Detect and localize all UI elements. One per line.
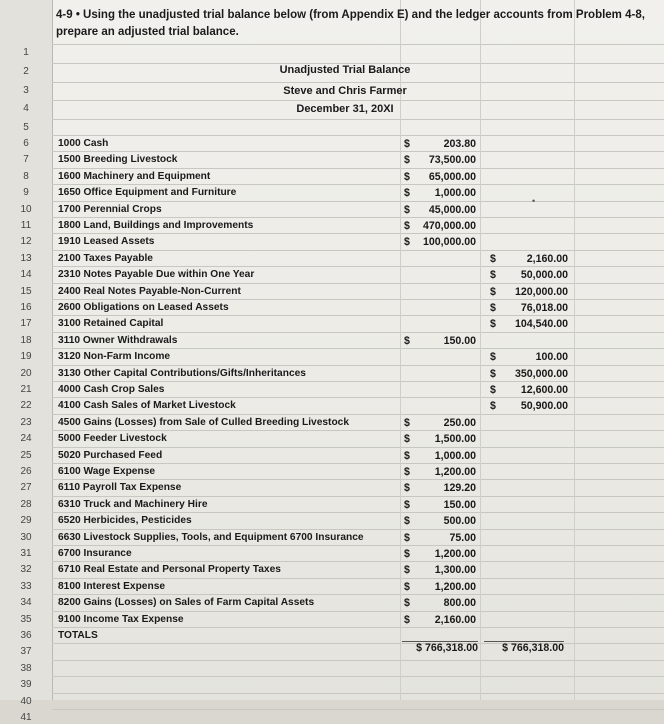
row-divider bbox=[52, 545, 664, 546]
row-divider bbox=[52, 561, 664, 562]
credit-currency-sign: $ bbox=[490, 269, 496, 282]
debit-currency-sign: $ bbox=[404, 498, 410, 511]
account-name: 2100 Taxes Payable bbox=[58, 252, 153, 264]
column-divider bbox=[574, 0, 575, 700]
row-divider bbox=[52, 611, 664, 612]
account-name: 3110 Owner Withdrawals bbox=[58, 334, 178, 346]
row-divider bbox=[52, 299, 664, 300]
row-divider bbox=[52, 660, 664, 661]
credit-currency-sign: $ bbox=[490, 285, 496, 298]
row-number: 19 bbox=[20, 351, 32, 363]
debit-currency-sign: $ bbox=[404, 515, 410, 528]
row-number: 11 bbox=[20, 220, 32, 231]
account-name: 2600 Obligations on Leased Assets bbox=[58, 302, 229, 313]
total-underline bbox=[402, 641, 478, 642]
total-credit: $ 766,318.00 bbox=[502, 642, 564, 654]
account-name: 9100 Income Tax Expense bbox=[58, 613, 184, 625]
totals-label: TOTALS bbox=[58, 630, 98, 641]
row-divider bbox=[52, 82, 664, 83]
debit-amount: 129.20 bbox=[443, 482, 476, 495]
row-number: 15 bbox=[20, 285, 32, 297]
credit-amount: 12,600.00 bbox=[520, 384, 568, 396]
credit-currency-sign: $ bbox=[490, 367, 496, 380]
row-number: 24 bbox=[20, 433, 32, 445]
row-number: 33 bbox=[20, 580, 32, 592]
row-divider bbox=[52, 479, 664, 480]
debit-currency-sign: $ bbox=[404, 564, 410, 577]
row-number: 29 bbox=[20, 515, 32, 527]
column-divider bbox=[480, 0, 481, 700]
debit-amount: 1,200.00 bbox=[434, 580, 476, 593]
debit-amount: 250.00 bbox=[443, 416, 476, 429]
account-name: 3120 Non-Farm Income bbox=[58, 351, 171, 363]
credit-currency-sign: $ bbox=[490, 318, 496, 331]
debit-currency-sign: $ bbox=[404, 170, 410, 183]
row-number: 27 bbox=[20, 482, 32, 494]
row-divider bbox=[52, 151, 664, 152]
account-name: 1500 Breeding Livestock bbox=[58, 154, 178, 166]
report-date: December 31, 20XI bbox=[296, 103, 394, 115]
debit-amount: 150.00 bbox=[443, 334, 476, 347]
row-number: 30 bbox=[20, 531, 32, 543]
row-divider bbox=[52, 168, 664, 169]
row-number-column bbox=[0, 0, 53, 723]
credit-amount: 50,000.00 bbox=[520, 269, 568, 282]
row-divider bbox=[52, 135, 664, 136]
row-number: 37 bbox=[20, 646, 32, 658]
account-name: 6100 Wage Expense bbox=[58, 466, 156, 477]
debit-amount: 150.00 bbox=[443, 498, 476, 511]
debit-currency-sign: $ bbox=[404, 203, 410, 216]
debit-currency-sign: $ bbox=[404, 334, 410, 347]
debit-currency-sign: $ bbox=[404, 613, 410, 626]
debit-currency-sign: $ bbox=[404, 187, 410, 200]
row-divider bbox=[52, 201, 664, 202]
credit-amount: 120,000.00 bbox=[514, 285, 568, 298]
row-divider bbox=[52, 381, 664, 382]
row-divider bbox=[52, 100, 664, 101]
account-name: 6630 Livestock Supplies, Tools, and Equipment 6700 Insurance bbox=[58, 531, 364, 543]
account-name: 8100 Interest Expense bbox=[58, 580, 166, 592]
row-number: 31 bbox=[20, 548, 32, 559]
debit-amount: 1,000.00 bbox=[434, 449, 476, 462]
row-divider bbox=[52, 414, 664, 415]
debit-amount: 45,000.00 bbox=[428, 203, 476, 216]
account-name: 6520 Herbicides, Pesticides bbox=[58, 515, 192, 527]
debit-amount: 100,000.00 bbox=[422, 236, 476, 249]
row-divider bbox=[52, 594, 664, 595]
credit-amount: 104,540.00 bbox=[514, 318, 568, 331]
row-number: 16 bbox=[20, 302, 32, 313]
debit-amount: 1,000.00 bbox=[434, 187, 476, 200]
account-name: 2400 Real Notes Payable-Non-Current bbox=[58, 285, 241, 297]
debit-currency-sign: $ bbox=[404, 236, 410, 249]
row-number: 23 bbox=[20, 416, 32, 428]
debit-currency-sign: $ bbox=[404, 138, 410, 150]
row-number: 34 bbox=[20, 597, 32, 609]
row-divider bbox=[52, 643, 664, 644]
row-number: 35 bbox=[20, 613, 32, 625]
row-number: 25 bbox=[20, 449, 32, 461]
credit-amount: 350,000.00 bbox=[514, 367, 568, 380]
row-divider bbox=[52, 397, 664, 398]
row-number: 40 bbox=[20, 695, 32, 707]
row-divider bbox=[52, 496, 664, 497]
row-number: 32 bbox=[20, 564, 32, 576]
debit-amount: 75.00 bbox=[449, 531, 476, 544]
row-divider bbox=[52, 283, 664, 284]
row-number: 18 bbox=[20, 334, 32, 346]
row-divider bbox=[52, 463, 664, 464]
row-divider bbox=[52, 119, 664, 120]
account-name: 6110 Payroll Tax Expense bbox=[58, 482, 182, 494]
row-divider bbox=[52, 447, 664, 448]
row-divider bbox=[52, 348, 664, 349]
debit-amount: 1,200.00 bbox=[434, 466, 476, 478]
row-divider bbox=[52, 365, 664, 366]
credit-amount: 76,018.00 bbox=[520, 302, 568, 314]
row-number: 9 bbox=[23, 187, 29, 199]
debit-amount: 73,500.00 bbox=[428, 154, 476, 167]
row-number: 26 bbox=[20, 466, 32, 477]
debit-currency-sign: $ bbox=[404, 416, 410, 429]
credit-currency-sign: $ bbox=[490, 302, 496, 314]
row-divider bbox=[52, 233, 664, 234]
row-divider bbox=[52, 512, 664, 513]
row-number: 6 bbox=[23, 138, 29, 149]
debit-amount: 470,000.00 bbox=[422, 220, 476, 232]
row-number: 21 bbox=[20, 384, 32, 395]
account-name: 6700 Insurance bbox=[58, 548, 132, 559]
total-debit: $ 766,318.00 bbox=[416, 642, 478, 654]
debit-currency-sign: $ bbox=[404, 597, 410, 610]
account-name: 1000 Cash bbox=[58, 138, 109, 149]
account-name: 3130 Other Capital Contributions/Gifts/Inheritances bbox=[58, 367, 306, 379]
row-number: 13 bbox=[20, 252, 32, 264]
row-divider bbox=[52, 184, 664, 185]
credit-currency-sign: $ bbox=[490, 351, 496, 364]
row-number: 39 bbox=[20, 679, 32, 691]
debit-currency-sign: $ bbox=[404, 466, 410, 478]
report-title: Unadjusted Trial Balance bbox=[279, 64, 411, 76]
debit-currency-sign: $ bbox=[404, 548, 410, 560]
row-number: 12 bbox=[20, 236, 32, 248]
account-name: 4100 Cash Sales of Market Livestock bbox=[58, 400, 236, 412]
row-divider bbox=[52, 676, 664, 677]
row-number: 1 bbox=[23, 47, 29, 58]
row-divider bbox=[52, 627, 664, 628]
account-name: 4500 Gains (Losses) from Sale of Culled Breeding Livestock bbox=[58, 416, 350, 428]
row-divider bbox=[52, 709, 664, 710]
account-name: 5000 Feeder Livestock bbox=[58, 433, 167, 445]
account-name: 6310 Truck and Machinery Hire bbox=[58, 498, 208, 510]
row-number: 17 bbox=[20, 318, 32, 330]
debit-amount: 65,000.00 bbox=[428, 170, 476, 183]
account-name: 1600 Machinery and Equipment bbox=[58, 170, 211, 182]
debit-currency-sign: $ bbox=[404, 154, 410, 167]
problem-line-2: prepare an adjusted trial balance. bbox=[56, 26, 239, 38]
row-number: 28 bbox=[20, 498, 32, 510]
row-number: 8 bbox=[23, 170, 29, 182]
account-name: 1910 Leased Assets bbox=[58, 236, 155, 248]
debit-currency-sign: $ bbox=[404, 220, 410, 232]
row-number: 5 bbox=[23, 121, 29, 133]
debit-amount: 1,200.00 bbox=[434, 548, 476, 560]
row-number: 20 bbox=[20, 367, 32, 379]
row-divider bbox=[52, 44, 664, 45]
row-number: 2 bbox=[23, 66, 29, 77]
row-divider bbox=[52, 266, 664, 267]
account-name: 8200 Gains (Losses) on Sales of Farm Capital Assets bbox=[58, 597, 315, 609]
row-number: 36 bbox=[20, 630, 32, 641]
account-name: 1800 Land, Buildings and Improvements bbox=[58, 220, 254, 231]
account-name: 4000 Cash Crop Sales bbox=[58, 384, 165, 395]
account-name: 3100 Retained Capital bbox=[58, 318, 164, 330]
row-divider bbox=[52, 217, 664, 218]
row-number: 22 bbox=[20, 400, 32, 412]
row-number: 10 bbox=[20, 203, 32, 215]
credit-currency-sign: $ bbox=[490, 384, 496, 396]
row-divider bbox=[52, 315, 664, 316]
credit-amount: 50,900.00 bbox=[520, 400, 568, 413]
row-number: 41 bbox=[20, 712, 32, 723]
debit-amount: 500.00 bbox=[443, 515, 476, 528]
row-divider bbox=[52, 332, 664, 333]
debit-amount: 1,500.00 bbox=[434, 433, 476, 446]
problem-line-1: 4-9 • Using the unadjusted trial balance below (from Appendix E) and the ledger accounts from Problem 4-8, bbox=[56, 9, 645, 21]
debit-currency-sign: $ bbox=[404, 433, 410, 446]
account-name: 1650 Office Equipment and Furniture bbox=[58, 187, 237, 199]
debit-amount: 1,300.00 bbox=[434, 564, 476, 577]
problem-statement bbox=[56, 7, 656, 41]
account-name: 5020 Purchased Feed bbox=[58, 449, 163, 461]
debit-currency-sign: $ bbox=[404, 449, 410, 462]
account-name: 2310 Notes Payable Due within One Year bbox=[58, 269, 255, 281]
row-divider bbox=[52, 529, 664, 530]
debit-amount: 800.00 bbox=[443, 597, 476, 610]
debit-currency-sign: $ bbox=[404, 482, 410, 495]
debit-currency-sign: $ bbox=[404, 531, 410, 544]
account-name: 6710 Real Estate and Personal Property Taxes bbox=[58, 564, 281, 576]
credit-amount: 100.00 bbox=[535, 351, 568, 364]
row-number: 38 bbox=[20, 662, 32, 674]
total-underline bbox=[484, 641, 564, 642]
debit-amount: 203.80 bbox=[443, 138, 476, 150]
debit-amount: 2,160.00 bbox=[434, 613, 476, 626]
row-divider bbox=[52, 250, 664, 251]
credit-amount: 2,160.00 bbox=[526, 252, 568, 265]
credit-currency-sign: $ bbox=[490, 400, 496, 413]
stray-mark: • bbox=[532, 196, 536, 206]
row-number: 7 bbox=[23, 154, 29, 166]
row-number: 4 bbox=[23, 103, 29, 114]
row-divider bbox=[52, 693, 664, 694]
row-number: 14 bbox=[20, 269, 32, 281]
row-divider bbox=[52, 578, 664, 579]
row-divider bbox=[52, 430, 664, 431]
company-name: Steve and Chris Farmer bbox=[283, 85, 407, 97]
credit-currency-sign: $ bbox=[490, 252, 496, 265]
account-name: 1700 Perennial Crops bbox=[58, 203, 162, 215]
debit-currency-sign: $ bbox=[404, 580, 410, 593]
row-number: 3 bbox=[23, 84, 29, 96]
